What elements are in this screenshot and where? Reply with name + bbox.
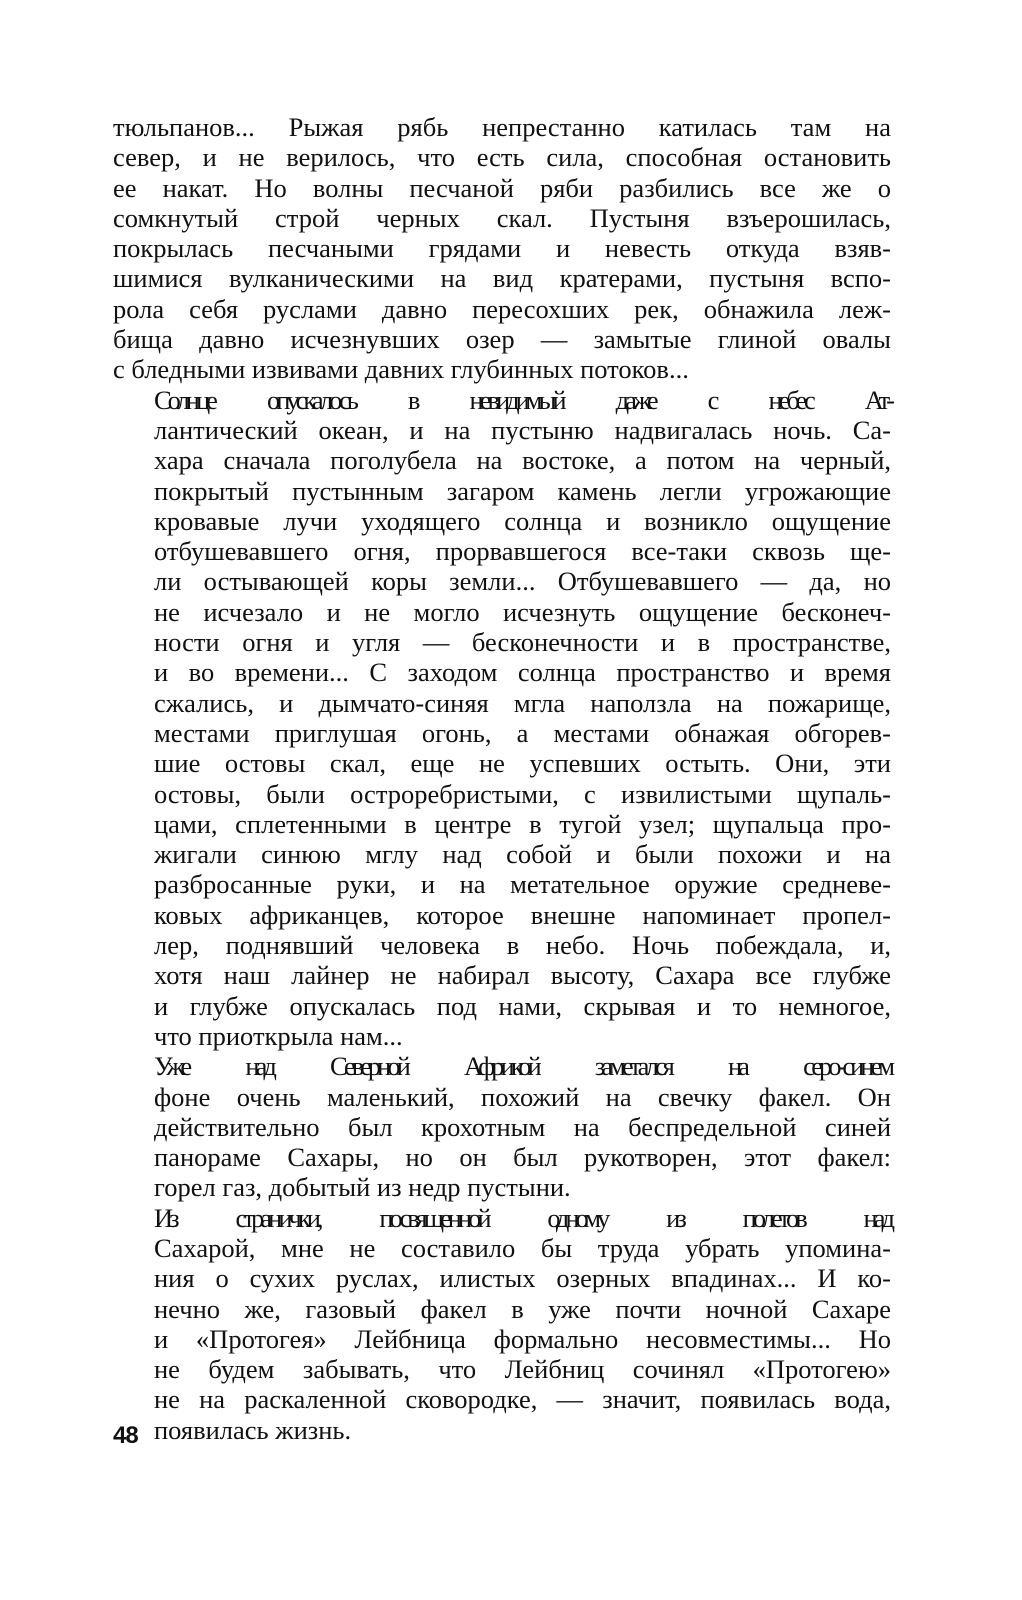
text-line: фоне очень маленький, похожий на свечку факел. Он <box>154 1081 891 1112</box>
text-line: Солнце опускалось в невидимый даже с небес Ат- <box>154 384 891 415</box>
text-line: жигали синюю мглу над собой и были похожи и на <box>154 839 891 870</box>
text-line: и «Протогея» Лейбница формально несовместимы... Но <box>154 1323 891 1354</box>
text-line: лантический океан, и на пустыню надвигалась ночь. Са- <box>154 414 891 445</box>
paragraph-4 <box>113 1203 891 1445</box>
text-line: тюльпанов... Рыжая рябь непрестанно катилась там на <box>113 112 891 142</box>
text-line: не будем забывать, что Лейбниц сочинял «Протогею» <box>154 1354 891 1385</box>
text-line: бища давно исчезнувших озер — замытые глиной овалы <box>113 324 891 355</box>
text-line: и глубже опускалась под нами, скрывая и то немногое, <box>154 990 891 1021</box>
text-line: действительно был крохотным на беспредельной синей <box>154 1111 891 1142</box>
text-line: шимися вулканическими на вид кратерами, пустыня вспо- <box>113 263 891 294</box>
text-line: хара сначала поголубела на востоке, а потом на черный, <box>154 445 891 476</box>
text-line: Сахарой, мне не составило бы труда убрать упомина- <box>154 1232 891 1263</box>
text-line: отбушевавшего огня, прорвавшегося все-таки сквозь ще- <box>154 536 891 567</box>
text-line: ее накат. Но волны песчаной ряби разбились все же о <box>113 172 891 203</box>
text-line: ковых африканцев, которое внешне напоминает пропел- <box>154 899 891 930</box>
text-line: цами, сплетенными в центре в тугой узел; щупальца про- <box>154 808 891 839</box>
text-line: Уже над Северной Африкой заметался на серо-синем <box>154 1051 891 1082</box>
text-line: что приоткрыла нам... <box>154 1020 403 1051</box>
text-line: хотя наш лайнер не набирал высоту, Сахара все глубже <box>154 960 891 991</box>
text-line: покрытый пустынным загаром камень легли угрожающие <box>154 475 891 506</box>
text-line: и во времени... С заходом солнца пространство и время <box>154 657 891 688</box>
text-line: покрылась песчаными грядами и невесть откуда взяв- <box>113 233 891 264</box>
text-line: шие остовы скал, еще не успевших остыть. Они, эти <box>154 748 891 779</box>
text-line: сжались, и дымчато-синяя мгла наползла на пожарище, <box>154 687 891 718</box>
text-line: север, и не верилось, что есть сила, способная остановить <box>113 142 891 173</box>
page-number: 48 <box>113 1422 138 1449</box>
paragraph-1 <box>113 112 891 385</box>
text-line: разбросанные руки, и на метательное оружие средневе- <box>154 869 891 900</box>
text-line: остовы, были остроребристыми, с извилистыми щупаль- <box>154 778 891 809</box>
text-line: горел газ, добытый из недр пустыни. <box>154 1172 571 1203</box>
text-line: сомкнутый строй черных скал. Пустыня взъерошилась, <box>113 202 891 233</box>
text-line: ния о сухих руслах, илистых озерных впадинах... И ко- <box>154 1263 891 1294</box>
page-body <box>113 112 891 1445</box>
text-line: нечно же, газовый факел в уже почти ночной Сахаре <box>154 1293 891 1324</box>
text-line: панораме Сахары, но он был рукотворен, этот факел: <box>154 1142 891 1173</box>
text-line: не исчезало и не могло исчезнуть ощущение бесконеч- <box>154 596 891 627</box>
text-line: кровавые лучи уходящего солнца и возникло ощущение <box>154 505 891 536</box>
text-line: с бледными извивами давних глубинных потоков... <box>113 354 689 385</box>
text-line: местами приглушая огонь, а местами обнажая обгорев- <box>154 717 891 748</box>
text-line: Из странички, посвященной одному из полетов над <box>154 1202 891 1233</box>
text-line: лер, поднявший человека в небо. Ночь побеждала, и, <box>154 930 891 961</box>
text-line: ности огня и угля — бесконечности и в пространстве, <box>154 627 891 658</box>
text-line: не на раскаленной сковородке, — значит, появилась вода, <box>154 1384 891 1415</box>
text-line: ли остывающей коры земли... Отбушевавшего — да, но <box>154 566 891 597</box>
paragraph-2 <box>113 385 891 1052</box>
text-line: рола себя руслами давно пересохших рек, обнажила леж- <box>113 293 891 324</box>
paragraph-3 <box>113 1051 891 1202</box>
text-line: появилась жизнь. <box>154 1414 352 1445</box>
